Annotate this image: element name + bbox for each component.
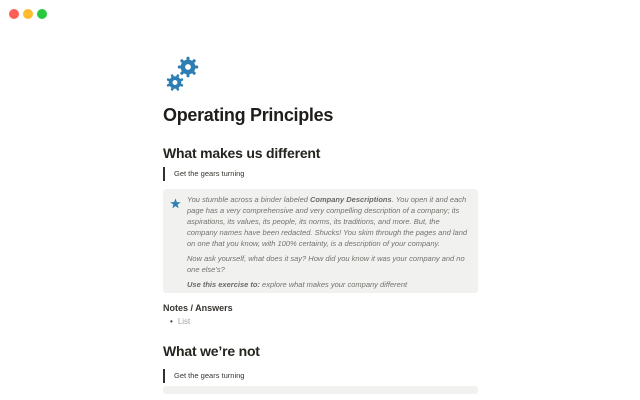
callout-exercise[interactable] xyxy=(163,189,478,293)
quote-text: Get the gears turning xyxy=(174,371,245,380)
zoom-button[interactable] xyxy=(37,9,47,19)
quote-block-2[interactable] xyxy=(163,369,478,383)
page-title: Operating Principles xyxy=(163,105,334,125)
gears-icon xyxy=(163,55,199,95)
callout-paragraph-1: You stumble across a binder labeled Company Descriptions. You open it and each page has a very comprehensive and very compelling description of a company; its aspirations, its values, its people, its norms, its traditions, and more. But, the company names have been redacted. Shucks! You skim through the pages and land on one that you know, with 100% certainty, is a description of your company. xyxy=(187,195,468,248)
callout-paragraph-2: Now ask yourself, what does it say? How did you know it was your company and no one else’s? xyxy=(187,254,465,274)
callout-paragraph-3: Use this exercise to: explore what makes your company different xyxy=(187,280,408,289)
quote-block-1[interactable] xyxy=(163,167,478,181)
page-icon[interactable] xyxy=(163,55,478,95)
bold-company-descriptions: Company Descriptions xyxy=(310,195,392,204)
section-heading-what-makes-us-different: What makes us different xyxy=(163,145,321,161)
callout-body xyxy=(187,194,470,290)
bold-use-this-exercise: Use this exercise to: xyxy=(187,280,260,289)
bulleted-list-item[interactable] xyxy=(170,316,485,328)
window-controls xyxy=(9,9,47,19)
star-icon xyxy=(170,196,181,214)
list-bullet: • xyxy=(170,317,173,326)
section-heading-what-were-not: What we’re not xyxy=(163,343,260,359)
quote-text: Get the gears turning xyxy=(174,169,245,178)
callout-clipped-top xyxy=(163,386,478,394)
notes-answers-label: Notes / Answers xyxy=(163,303,233,313)
close-button[interactable] xyxy=(9,9,19,19)
minimize-button[interactable] xyxy=(23,9,33,19)
list-placeholder: List xyxy=(177,317,191,326)
